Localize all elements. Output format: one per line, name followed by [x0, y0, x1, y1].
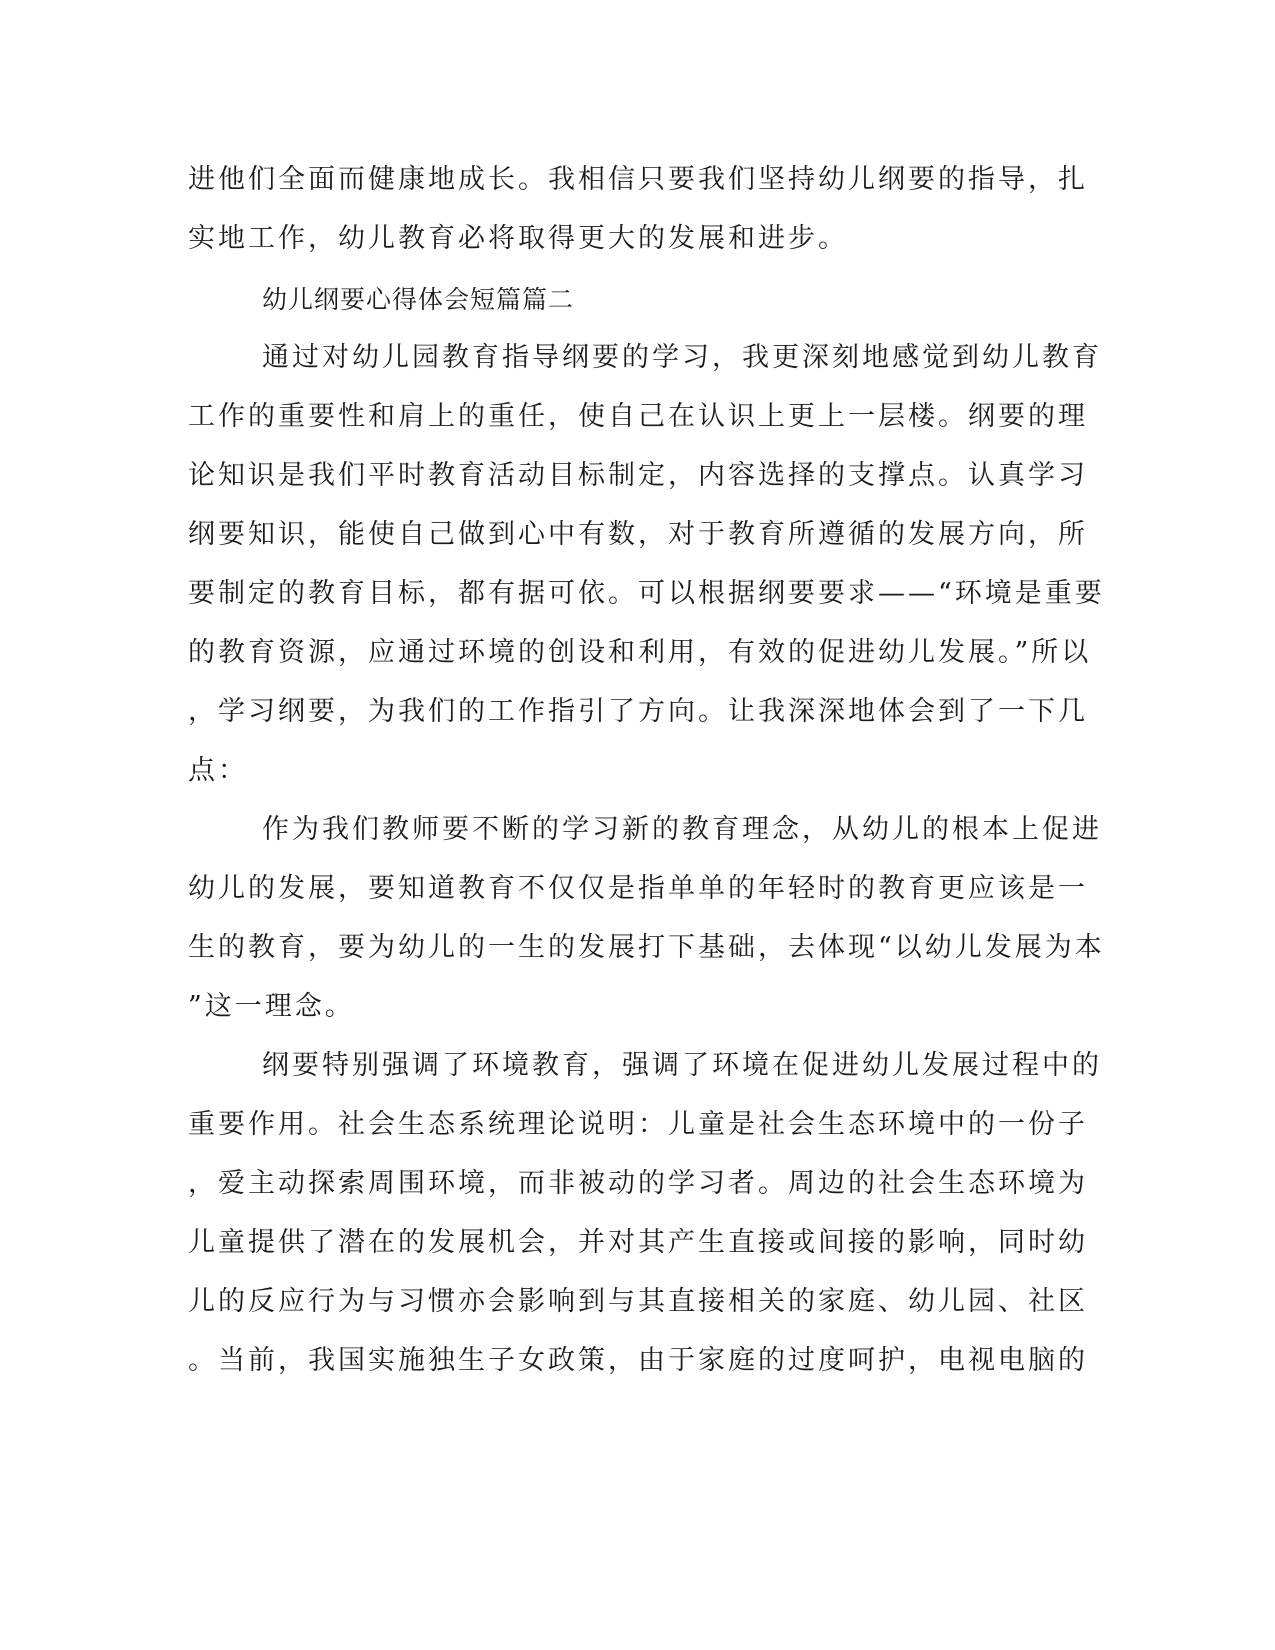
text-line: 生的教育，要为幼儿的一生的发展打下基础，去体现“以幼儿发展为本: [188, 932, 1105, 963]
text-line: 幼儿的发展，要知道教育不仅仅是指单单的年轻时的教育更应该是一: [188, 873, 1088, 904]
text-line: ，学习纲要，为我们的工作指引了方向。让我深深地体会到了一下几: [188, 696, 1088, 727]
text-line: 要制定的教育目标，都有据可依。可以根据纲要要求——“环境是重要: [188, 578, 1105, 609]
text-line: ，爱主动探索周围环境，而非被动的学习者。周边的社会生态环境为: [188, 1168, 1088, 1199]
text-line: 工作的重要性和肩上的重任，使自己在认识上更上一层楼。纲要的理: [188, 401, 1088, 432]
text-line: 的教育资源，应通过环境的创设和利用，有效的促进幼儿发展。”所以: [188, 637, 1092, 668]
text-line: 论知识是我们平时教育活动目标制定，内容选择的支撑点。认真学习: [188, 460, 1088, 491]
text-line: 儿童提供了潜在的发展机会，并对其产生直接或间接的影响，同时幼: [188, 1227, 1088, 1258]
text-line: 点：: [188, 755, 248, 786]
text-line: 通过对幼儿园教育指导纲要的学习，我更深刻地感觉到幼儿教育: [262, 342, 1102, 373]
text-line: 纲要特别强调了环境教育，强调了环境在促进幼儿发展过程中的: [262, 1050, 1102, 1081]
text-line: ”这一理念。: [188, 991, 355, 1022]
text-line: 作为我们教师要不断的学习新的教育理念，从幼儿的根本上促进: [262, 814, 1102, 845]
text-line: 纲要知识，能使自己做到心中有数，对于教育所遵循的发展方向，所: [188, 519, 1088, 550]
text-line: 进他们全面而健康地成长。我相信只要我们坚持幼儿纲要的指导，扎: [188, 164, 1088, 195]
section-title: 幼儿纲要心得体会短篇篇二: [262, 285, 575, 314]
text-line: 实地工作，幼儿教育必将取得更大的发展和进步。: [188, 223, 848, 254]
text-line: 重要作用。社会生态系统理论说明：儿童是社会生态环境中的一份子: [188, 1109, 1088, 1140]
text-line: 。当前，我国实施独生子女政策，由于家庭的过度呵护，电视电脑的: [188, 1345, 1088, 1376]
text-line: 儿的反应行为与习惯亦会影响到与其直接相关的家庭、幼儿园、社区: [188, 1286, 1088, 1317]
